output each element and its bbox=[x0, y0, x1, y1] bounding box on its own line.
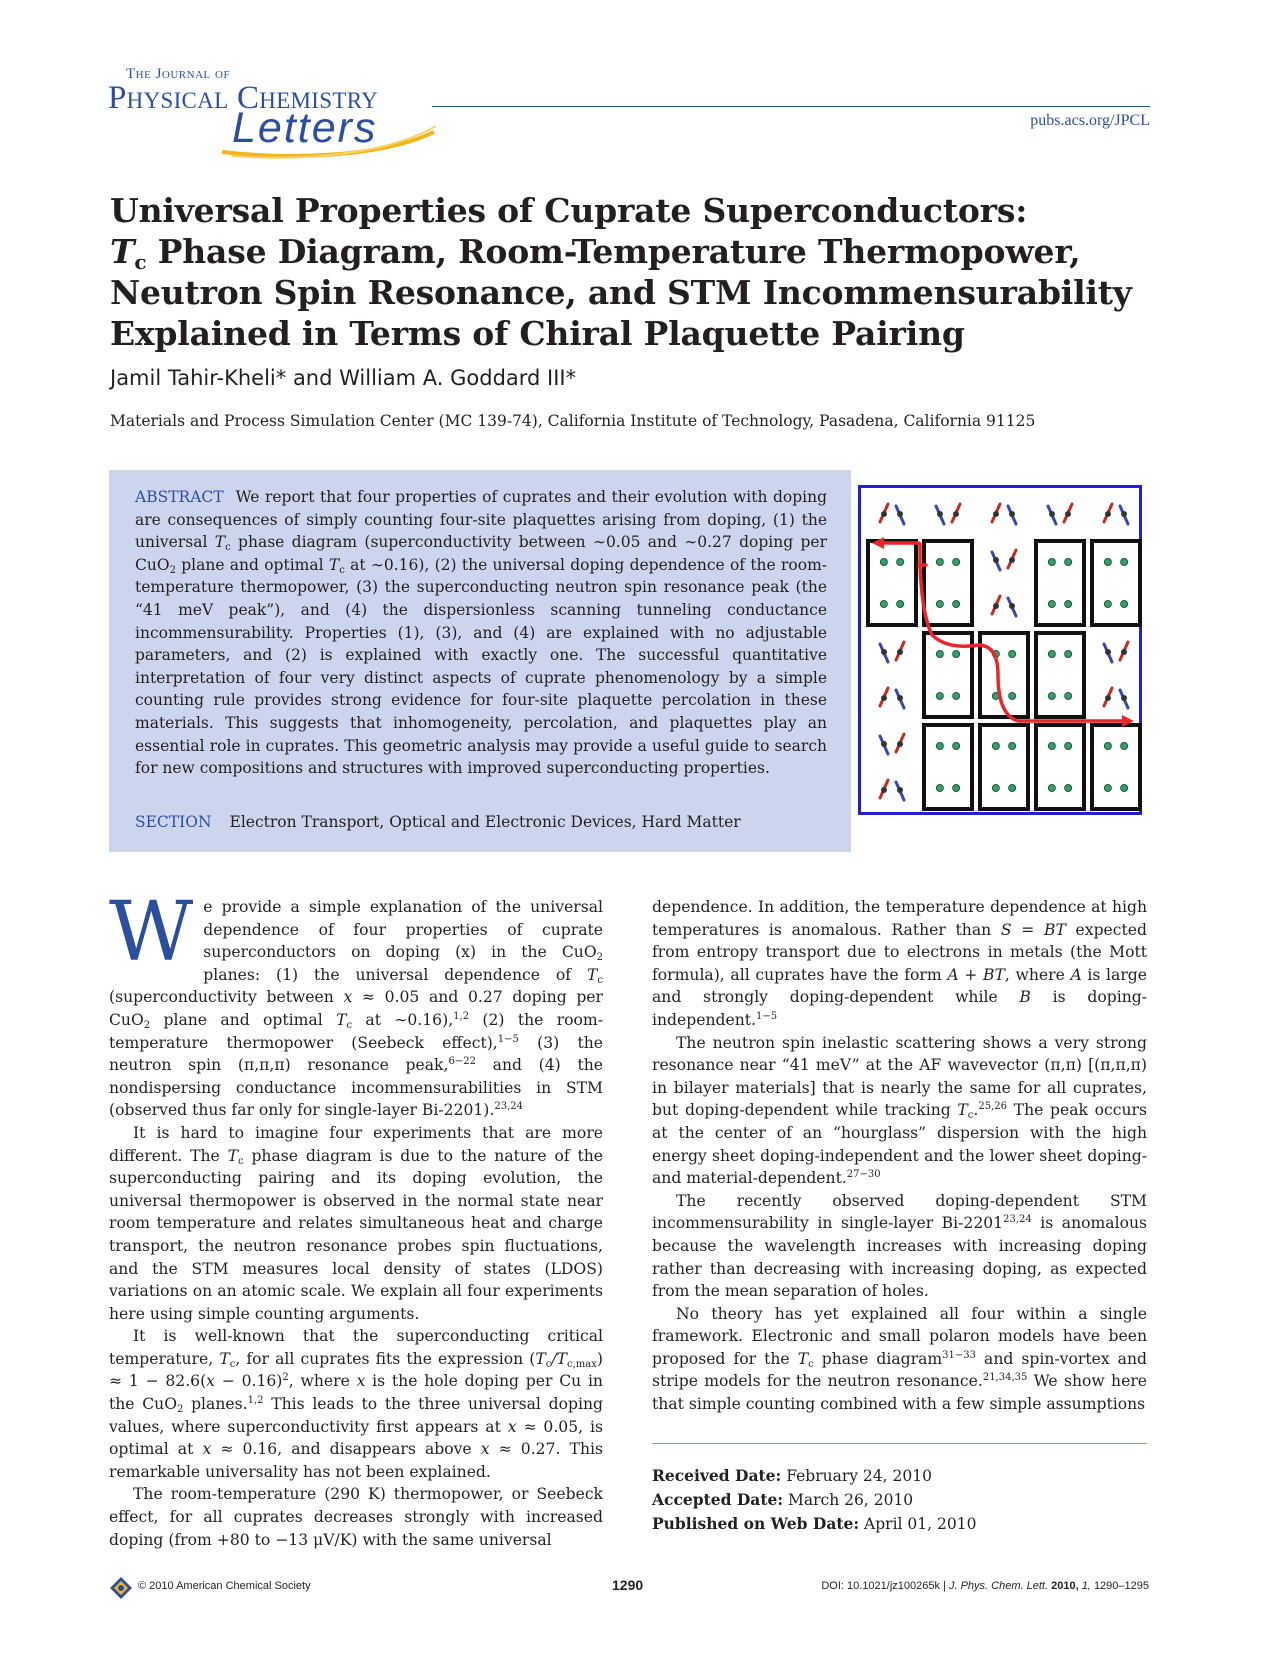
dates-rule bbox=[652, 1443, 1147, 1444]
section-label: SECTION bbox=[135, 813, 212, 831]
plaquette-site-icon bbox=[1104, 785, 1111, 792]
citation-ref[interactable]: 25,26 bbox=[978, 1101, 1008, 1113]
plaquette-site-icon bbox=[1065, 601, 1072, 608]
spin-site-icon bbox=[881, 511, 887, 517]
abstract-label: ABSTRACT bbox=[135, 488, 224, 506]
spin-site-icon bbox=[1009, 511, 1015, 517]
drop-cap: W bbox=[109, 885, 194, 980]
received-date: Received Date: February 24, 2010 bbox=[652, 1466, 932, 1485]
plaquette-site-icon bbox=[992, 785, 999, 792]
plaquette-box bbox=[980, 725, 1028, 809]
article-dates bbox=[652, 1464, 976, 1536]
spin-site-icon bbox=[881, 787, 887, 793]
plaquette-site-icon bbox=[1009, 743, 1016, 750]
plaquette-site-icon bbox=[1121, 743, 1128, 750]
plaquette-site-icon bbox=[953, 559, 960, 566]
citation-ref[interactable]: 31−33 bbox=[942, 1349, 976, 1361]
toc-plaquette-figure bbox=[858, 485, 1142, 815]
spin-site-icon bbox=[1105, 649, 1111, 655]
plaquette-site-icon bbox=[897, 601, 904, 608]
plaquette-site-icon bbox=[880, 559, 887, 566]
accepted-date: Accepted Date: March 26, 2010 bbox=[652, 1490, 914, 1509]
spin-site-icon bbox=[1121, 511, 1127, 517]
journal-name-main: Physical Chemistry bbox=[108, 80, 378, 116]
title-line-1: Universal Properties of Cuprate Superconductors: bbox=[110, 191, 1028, 230]
citation-ref[interactable]: 1,2 bbox=[453, 1010, 470, 1022]
acs-logo-icon bbox=[108, 1575, 134, 1601]
plaquette-box bbox=[924, 725, 972, 809]
spin-site-icon bbox=[1009, 603, 1015, 609]
plaquette-site-icon bbox=[1121, 601, 1128, 608]
spin-site-icon bbox=[897, 741, 903, 747]
citation-ref[interactable]: 23,24 bbox=[494, 1101, 523, 1113]
plaquette-site-icon bbox=[936, 601, 943, 608]
plaquette-site-icon bbox=[936, 651, 943, 658]
spin-site-icon bbox=[1121, 695, 1127, 701]
title-line-4: Explained in Terms of Chiral Plaquette Pairing bbox=[110, 314, 965, 353]
plaquette-site-icon bbox=[1121, 785, 1128, 792]
citation-ref[interactable]: 21,34,35 bbox=[982, 1372, 1028, 1384]
plaquette-box bbox=[924, 541, 972, 625]
footer-page-number: 1290 bbox=[612, 1577, 644, 1593]
spin-site-icon bbox=[881, 649, 887, 655]
body-column-left bbox=[109, 885, 604, 1551]
plaquette-site-icon bbox=[1009, 785, 1016, 792]
plaquette-box bbox=[1036, 725, 1084, 809]
plaquette-site-icon bbox=[1104, 559, 1111, 566]
plaquette-site-icon bbox=[936, 785, 943, 792]
plaquette-site-icon bbox=[992, 743, 999, 750]
plaquette-site-icon bbox=[1065, 785, 1072, 792]
footer-copyright: © 2010 American Chemical Society bbox=[138, 1580, 311, 1592]
plaquette-site-icon bbox=[1104, 601, 1111, 608]
spin-site-icon bbox=[881, 741, 887, 747]
plaquette-site-icon bbox=[953, 785, 960, 792]
plaquette-site-icon bbox=[953, 743, 960, 750]
plaquette-site-icon bbox=[897, 559, 904, 566]
plaquette-site-icon bbox=[936, 693, 943, 700]
citation-ref[interactable]: 6−22 bbox=[448, 1056, 476, 1068]
plaquette-site-icon bbox=[1121, 559, 1128, 566]
title-tc-symbol: $T_c$ bbox=[110, 232, 147, 274]
plaquette-site-icon bbox=[1065, 651, 1072, 658]
plaquette-site-icon bbox=[1065, 743, 1072, 750]
spin-site-icon bbox=[993, 603, 999, 609]
title-line-3: Neutron Spin Resonance, and STM Incommensurability bbox=[110, 273, 1132, 312]
spin-site-icon bbox=[881, 695, 887, 701]
spin-site-icon bbox=[897, 787, 903, 793]
plaquette-site-icon bbox=[1048, 743, 1055, 750]
body-paragraph: The neutron spin inelastic scattering shows a very strong resonance near “41 meV” at the AF wavevector (π,π) [(π,π,π) in bilayer materials] that is nearly the same for all cuprates, but doping-dependent while tracking $T_c.^{25,26}$ The peak occurs at the center of an “hourglass” dispersion with the high energy sheet doping-independent and the lower sheet doping- and material-dependent.$^{27-30}$ bbox=[652, 1033, 1147, 1188]
doi-link[interactable]: DOI: 10.1021/jz100265k bbox=[821, 1580, 940, 1592]
plaquette-site-icon bbox=[953, 693, 960, 700]
journal-name-the: The Journal of bbox=[126, 66, 231, 82]
spin-site-icon bbox=[1065, 511, 1071, 517]
plaquette-site-icon bbox=[953, 651, 960, 658]
body-paragraph: The recently observed doping-dependent STM incommensurability in single-layer Bi-2201$^{23,24}$ is anomalous because the wavelength increases with increasing doping rather than decreasing with increasing doping, as expected from the mean separation of holes. bbox=[652, 1191, 1148, 1301]
plaquette-site-icon bbox=[1065, 693, 1072, 700]
author-list: Jamil Tahir-Kheli* and William A. Goddard III* bbox=[110, 366, 577, 390]
affiliation: Materials and Process Simulation Center (MC 139-74), California Institute of Technology, Pasadena, California 91125 bbox=[110, 412, 1036, 430]
body-paragraph: dependence. In addition, the temperature dependence at high temperatures is anomalous. Rather than S = BT expected from entropy transport due to electrons in metals (the Mott formula), all cuprates have the form A + BT, where A is large and strongly doping-dependent while B is doping-independent.$^{1-5}$ bbox=[652, 898, 1147, 1029]
citation-ref[interactable]: 1−5 bbox=[497, 1033, 519, 1045]
spin-site-icon bbox=[1105, 511, 1111, 517]
plaquette-site-icon bbox=[1104, 743, 1111, 750]
abstract-text: ABSTRACT We report that four properties of cuprates and their evolution with doping are consequences of simply counting four-site plaquettes arising from doping, (1) the universal $T_c$ phase diagram (superconductivity between ∼0.05 and ∼0.27 doping per CuO$_2$ plane and optimal $T_c$ at ∼0.16), (2) the universal doping dependence of the room-temperature thermopower, (3) the superconducting neutron spin resonance peak (the “41 meV peak”), and (4) the dispersionless scanning tunneling conductance incommensurability. Properties (1), (3), and (4) are explained with no adjustable parameters, and (2) is explained with exactly one. The successful quantitative interpretation of four very distinct aspects of cuprate phenomenology by a simple counting rule provides strong evidence for four-site plaquette percolation in these materials. This suggests that inhomogeneity, percolation, and plaquettes play an essential role in cuprates. This geometric analysis may provide a useful guide to search for new compositions and structures with improved superconducting properties. bbox=[135, 488, 827, 778]
citation-ref[interactable]: 27−30 bbox=[846, 1169, 881, 1181]
body-paragraph: No theory has yet explained all four within a single framework. Electronic and small polaron models have been proposed for the $T_c$ phase diagram$^{31-33}$ and spin-vortex and stripe models for the neutron resonance.$^{21,34,35}$ We show here that simple counting combined with a few simple assumptions bbox=[652, 1304, 1147, 1414]
spin-site-icon bbox=[897, 649, 903, 655]
journal-url-link[interactable]: pubs.acs.org/JPCL bbox=[1030, 112, 1150, 129]
plaquette-site-icon bbox=[1048, 651, 1055, 658]
plaquette-site-icon bbox=[936, 743, 943, 750]
plaquette-site-icon bbox=[936, 559, 943, 566]
spin-site-icon bbox=[953, 511, 959, 517]
plaquette-site-icon bbox=[953, 601, 960, 608]
plaquette-site-icon bbox=[1065, 559, 1072, 566]
body-paragraph: It is hard to imagine four experiments that are more different. The $T_c$ phase diagram is due to the nature of the superconducting pairing and its doping evolution, the universal thermopower is observed in the normal state near room temperature and relates simultaneous heat and charge transport, the neutron resonance probes spin fluctuations, and the STM measures local density of states (LDOS) variations on an atomic scale. We explain all four experiments here using simple counting arguments. bbox=[109, 1123, 604, 1323]
citation-ref[interactable]: 23,24 bbox=[1003, 1214, 1032, 1226]
plaquette-site-icon bbox=[880, 601, 887, 608]
plaquette-box bbox=[1036, 633, 1084, 717]
plaquette-box bbox=[868, 541, 916, 625]
citation-ref[interactable]: 1−5 bbox=[755, 1010, 778, 1022]
citation-ref[interactable]: 1,2 bbox=[247, 1395, 264, 1407]
spin-site-icon bbox=[993, 557, 999, 563]
published-date: Published on Web Date: April 01, 2010 bbox=[652, 1514, 977, 1533]
body-paragraph: It is well-known that the superconducting critical temperature, $T_c$, for all cuprates fits the expression $(T_c/T_{c,max}) \approx 1 - 82.6(x - 0.16)^2$, where x is the hole doping per Cu in the CuO$_2$ planes.$^{1,2}$ This leads to the three universal doping values, where superconductivity first appears at x ≈ 0.05, is optimal at x ≈ 0.16, and disappears above x ≈ 0.27. This remarkable universality has not been explained. bbox=[109, 1327, 603, 1481]
plaquette-site-icon bbox=[1048, 559, 1055, 566]
plaquette-box bbox=[1036, 541, 1084, 625]
article-title bbox=[110, 190, 1170, 354]
spin-site-icon bbox=[897, 695, 903, 701]
body-paragraph: We provide a simple explanation of the universal dependence of four properties of cuprate superconductors on doping (x) in the CuO$_2$ planes: (1) the universal dependence of $T_c$ (superconductivity between x ≈ 0.05 and 0.27 doping per CuO$_2$ plane and optimal $T_c$ at ∼0.16),$^{1,2}$ (2) the room-temperature thermopower (Seebeck effect),$^{1-5}$ (3) the neutron spin (π,π,π) resonance peak,$^{6-22}$ and (4) the nondispersing conductance incommensurabilities in STM (observed thus far only for single-layer Bi-2201).$^{23,24}$ bbox=[109, 885, 603, 1120]
plaquette-box bbox=[1092, 541, 1140, 625]
spin-site-icon bbox=[1121, 649, 1127, 655]
spin-site-icon bbox=[937, 511, 943, 517]
plaquette-site-icon bbox=[1048, 693, 1055, 700]
spin-site-icon bbox=[993, 511, 999, 517]
plaquette-site-icon bbox=[1048, 785, 1055, 792]
plaquette-site-icon bbox=[1009, 693, 1016, 700]
title-line-2: $T_c$ Phase Diagram, Room-Temperature Thermopower, bbox=[110, 232, 1081, 274]
footer-citation: DOI: 10.1021/jz100265k | J. Phys. Chem. Lett. 2010, 1, 1290–1295 bbox=[821, 1580, 1149, 1592]
spin-site-icon bbox=[897, 511, 903, 517]
header-rule bbox=[432, 106, 1150, 107]
section-text: Electron Transport, Optical and Electronic Devices, Hard Matter bbox=[229, 813, 741, 831]
spin-site-icon bbox=[1009, 557, 1015, 563]
plaquette-site-icon bbox=[1009, 651, 1016, 658]
body-column-right bbox=[652, 896, 1147, 1416]
spin-site-icon bbox=[1105, 695, 1111, 701]
section-line bbox=[135, 813, 741, 831]
spin-site-icon bbox=[1049, 511, 1055, 517]
body-paragraph: The room-temperature (290 K) thermopower, or Seebeck effect, for all cuprates decreases strongly with increased doping (from +80 to −13 μV/K) with the same universal bbox=[109, 1485, 603, 1549]
plaquette-site-icon bbox=[1048, 601, 1055, 608]
journal-name-letters: Letters bbox=[232, 104, 378, 152]
plaquette-box bbox=[1092, 725, 1140, 809]
